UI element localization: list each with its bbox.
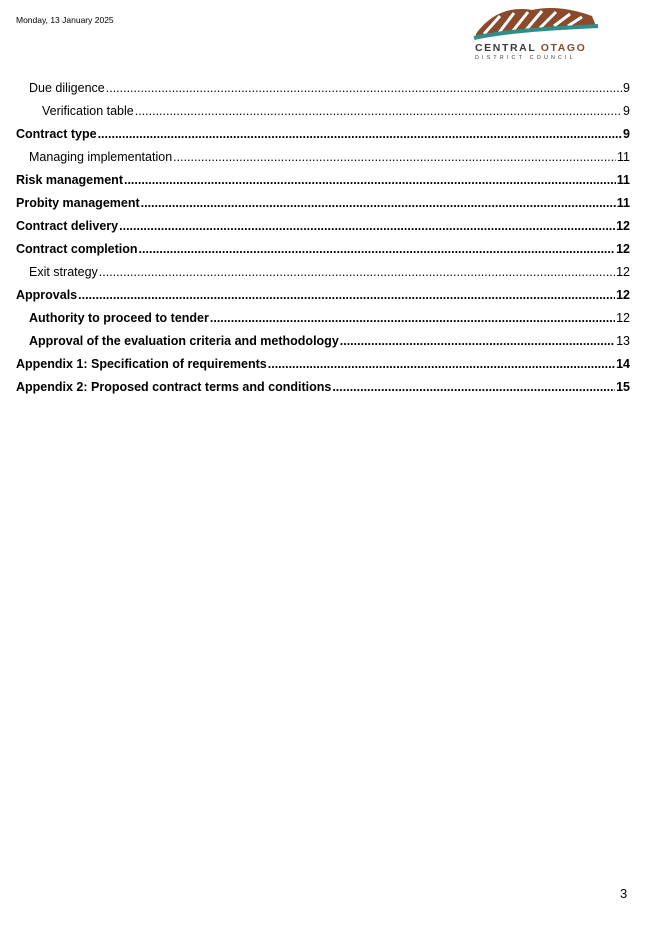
toc-entry-page: 15 [616, 380, 630, 394]
toc-entry-page: 9 [623, 81, 630, 95]
toc-entry-title: Contract delivery [16, 219, 119, 233]
toc-leader-dots [99, 265, 615, 279]
toc-entry-title: Appendix 2: Proposed contract terms and conditions [16, 380, 332, 394]
toc-entry-title: Managing implementation [29, 150, 173, 164]
toc-entry[interactable] [16, 265, 630, 288]
toc-entry[interactable] [16, 104, 630, 127]
hills-logo-icon [470, 4, 630, 44]
toc-entry-title: Appendix 1: Specification of requirements [16, 357, 267, 371]
toc-entry-title: Probity management [16, 196, 140, 210]
toc-entry-page: 13 [616, 334, 630, 348]
toc-entry-page: 12 [616, 219, 630, 233]
toc-leader-dots [340, 334, 615, 348]
toc-entry-title: Contract completion [16, 242, 138, 256]
toc-leader-dots [106, 81, 622, 95]
header-date: Monday, 13 January 2025 [16, 15, 114, 25]
toc-leader-dots [139, 242, 616, 256]
toc-leader-dots [141, 196, 616, 210]
toc-entry-page: 12 [616, 242, 630, 256]
toc-entry-page: 14 [616, 357, 630, 371]
toc-entry[interactable] [16, 81, 630, 104]
toc-entry[interactable] [16, 288, 630, 311]
toc-leader-dots [268, 357, 615, 371]
toc-entry-title: Contract type [16, 127, 97, 141]
toc-entry[interactable] [16, 219, 630, 242]
toc-entry-title: Approvals [16, 288, 78, 302]
toc-entry-page: 11 [616, 173, 630, 187]
toc-entry[interactable] [16, 311, 630, 334]
toc-entry[interactable] [16, 357, 630, 380]
toc-entry[interactable] [16, 380, 630, 403]
toc-entry-title: Exit strategy [29, 265, 98, 279]
toc-entry-page: 12 [616, 265, 630, 279]
toc-entry-title: Authority to proceed to tender [29, 311, 209, 325]
toc-leader-dots [135, 104, 622, 118]
page-number: 3 [620, 886, 628, 901]
toc-entry[interactable] [16, 196, 630, 219]
toc-leader-dots [332, 380, 615, 394]
table-of-contents [16, 81, 630, 403]
toc-leader-dots [78, 288, 615, 302]
toc-entry-page: 9 [623, 127, 630, 141]
toc-entry-page: 9 [623, 104, 630, 118]
toc-entry[interactable] [16, 242, 630, 265]
toc-leader-dots [173, 150, 616, 164]
toc-entry[interactable] [16, 127, 630, 150]
toc-entry-page: 11 [617, 150, 630, 164]
toc-entry-title: Risk management [16, 173, 123, 187]
toc-entry-page: 11 [616, 196, 630, 210]
toc-entry-title: Approval of the evaluation criteria and methodology [29, 334, 339, 348]
toc-leader-dots [124, 173, 616, 187]
toc-leader-dots [98, 127, 622, 141]
toc-entry-title: Verification table [42, 104, 134, 118]
toc-leader-dots [119, 219, 615, 233]
toc-entry-page: 12 [616, 288, 630, 302]
logo-subtitle: DISTRICT COUNCIL [475, 55, 576, 61]
toc-entry-page: 12 [616, 311, 630, 325]
toc-entry[interactable] [16, 150, 630, 173]
toc-entry[interactable] [16, 334, 630, 357]
toc-leader-dots [210, 311, 615, 325]
council-logo [470, 4, 630, 62]
logo-wordmark: CENTRAL OTAGO [475, 42, 587, 54]
toc-entry[interactable] [16, 173, 630, 196]
toc-entry-title: Due diligence [29, 81, 105, 95]
